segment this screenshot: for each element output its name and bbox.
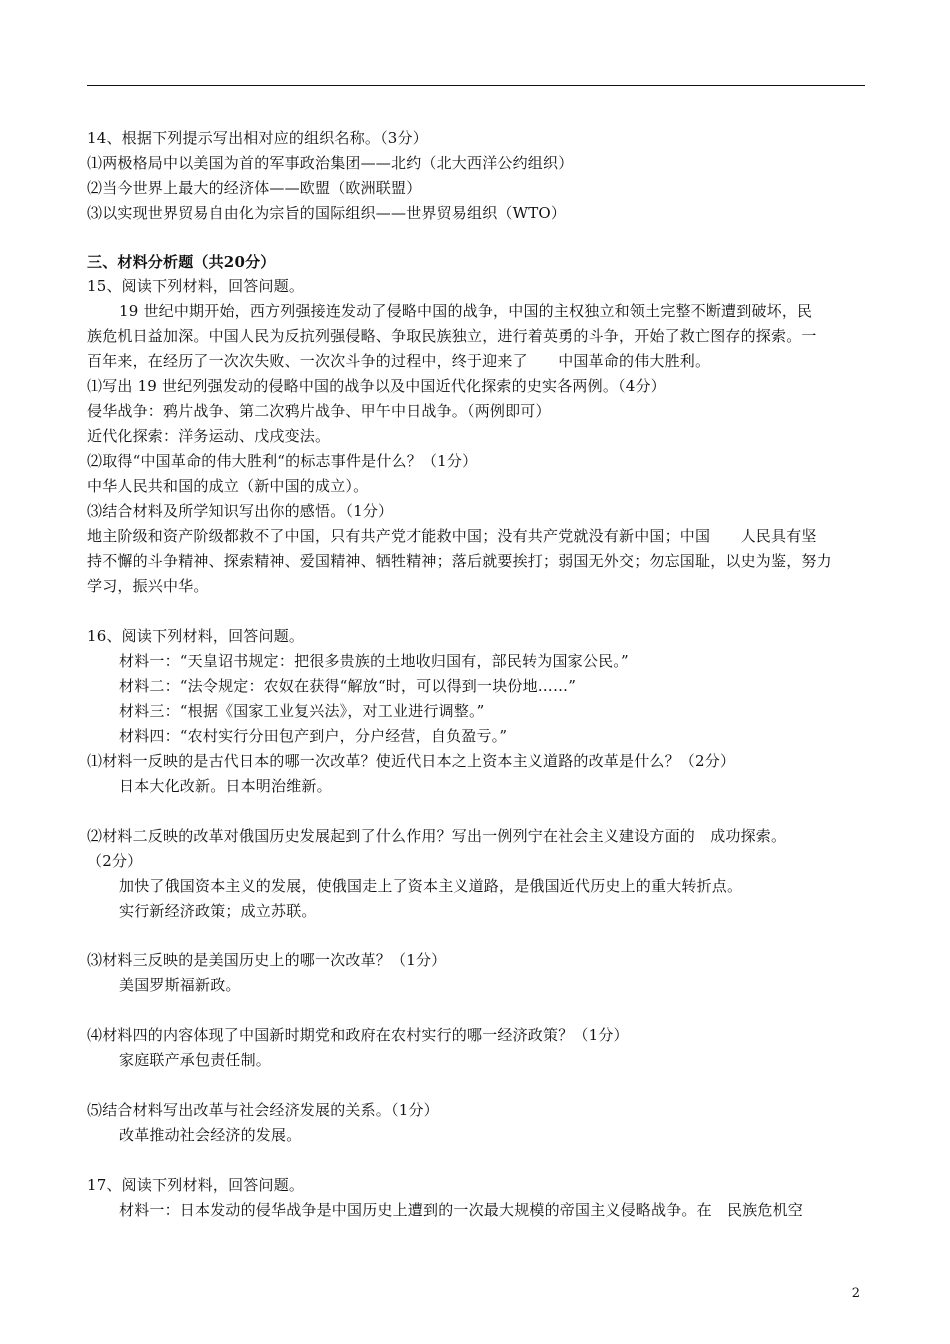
q14-item-2: ⑵当今世界上最大的经济体——欧盟（欧洲联盟） <box>87 179 422 197</box>
q16-answer-3: 美国罗斯福新政。 <box>119 976 241 994</box>
q15-answer-1a: 侵华战争：鸦片战争、第二次鸦片战争、甲午中日战争。（两例即可） <box>87 402 551 420</box>
q16-question-2-line-1: ⑵材料二反映的改革对俄国历史发展起到了什么作用？写出一例列宁在社会主义建设方面的 成功探索。 <box>87 827 787 845</box>
q16-question-3: ⑶材料三反映的是美国历史上的哪一次改革？（1分） <box>87 951 447 969</box>
q17-material-1: 材料一：日本发动的侵华战争是中国历史上遭到的一次最大规模的帝国主义侵略战争。在 民族危机空 <box>119 1201 804 1219</box>
q16-answer-1: 日本大化改新。日本明治维新。 <box>119 777 332 795</box>
q16-answer-4: 家庭联产承包责任制。 <box>119 1051 272 1069</box>
q15-answer-1b: 近代化探索：洋务运动、戊戌变法。 <box>87 427 331 445</box>
q15-answer-3-line-1: 地主阶级和资产阶级都救不了中国，只有共产党才能救中国；没有共产党就没有新中国；中国 人民具有坚 <box>87 527 817 545</box>
q15-question-1: ⑴写出 19 世纪列强发动的侵略中国的战争以及中国近代化探索的史实各两例。（4分） <box>87 377 666 395</box>
q16-material-1: 材料一：“天皇诏书规定：把很多贵族的土地收归国有，部民转为国家公民。” <box>119 652 629 670</box>
q14-title: 14、根据下列提示写出相对应的组织名称。（3分） <box>87 129 428 147</box>
q15-question-2: ⑵取得“中国革命的伟大胜利“的标志事件是什么？（1分） <box>87 452 478 470</box>
q16-question-4: ⑷材料四的内容体现了中国新时期党和政府在农村实行的哪一经济政策？（1分） <box>87 1026 629 1044</box>
q16-answer-2a: 加快了俄国资本主义的发展，使俄国走上了资本主义道路，是俄国近代历史上的重大转折点。 <box>119 877 743 895</box>
q16-material-4: 材料四：“农村实行分田包产到户，分户经营，自负盈亏。” <box>119 727 508 745</box>
q14-item-1: ⑴两极格局中以美国为首的军事政治集团——北约（北大西洋公约组织） <box>87 154 574 172</box>
section-heading: 三、材料分析题（共20分） <box>87 253 276 271</box>
q15-question-3: ⑶结合材料及所学知识写出你的感悟。（1分） <box>87 502 394 520</box>
q16-answer-2b: 实行新经济政策；成立苏联。 <box>119 902 317 920</box>
q16-answer-5: 改革推动社会经济的发展。 <box>119 1126 302 1144</box>
q16-question-5: ⑸结合材料写出改革与社会经济发展的关系。（1分） <box>87 1101 439 1119</box>
q16-material-2: 材料二：“法令规定：农奴在获得“解放“时，可以得到一块份地……” <box>119 677 577 695</box>
q16-material-3: 材料三：“根据《国家工业复兴法》，对工业进行调整。” <box>119 702 485 720</box>
q15-material-line-3: 百年来，在经历了一次次失败、一次次斗争的过程中，终于迎来了 中国革命的伟大胜利。 <box>87 352 711 370</box>
q14-item-3: ⑶以实现世界贸易自由化为宗旨的国际组织——世界贸易组织（WTO） <box>87 204 567 222</box>
q15-answer-3-line-3: 学习，振兴中华。 <box>87 577 209 595</box>
q15-title: 15、阅读下列材料，回答问题。 <box>87 277 305 295</box>
page-number: 2 <box>851 1286 860 1301</box>
q16-title: 16、阅读下列材料，回答问题。 <box>87 627 305 645</box>
q15-material-line-2: 族危机日益加深。中国人民为反抗列强侵略、争取民族独立，进行着英勇的斗争，开始了救亡图存的探索。一 <box>87 327 817 345</box>
q16-question-2-line-2: （2分） <box>87 852 143 870</box>
header-rule <box>87 85 865 86</box>
q15-answer-2: 中华人民共和国的成立（新中国的成立）。 <box>87 477 369 495</box>
q16-question-1: ⑴材料一反映的是古代日本的哪一次改革？使近代日本之上资本主义道路的改革是什么？（2分） <box>87 752 736 770</box>
q15-answer-3-line-2: 持不懈的斗争精神、探索精神、爱国精神、牺牲精神；落后就要挨打；弱国无外交；勿忘国耻，以史为鉴，努力 <box>87 552 832 570</box>
q17-title: 17、阅读下列材料，回答问题。 <box>87 1176 305 1194</box>
q15-material-line-1: 19 世纪中期开始，西方列强接连发动了侵略中国的战争，中国的主权独立和领土完整不断遭到破坏，民 <box>119 302 813 320</box>
